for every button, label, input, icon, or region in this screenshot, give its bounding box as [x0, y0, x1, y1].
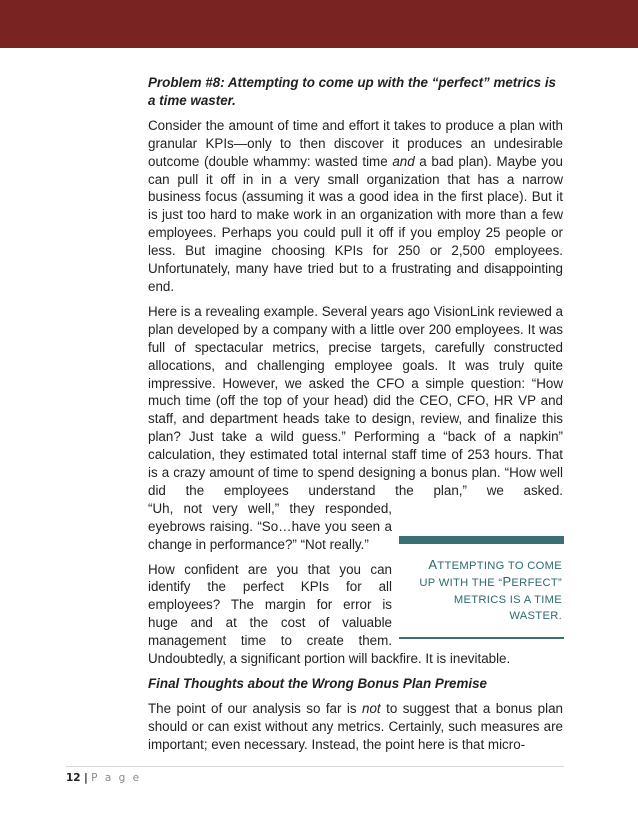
wrapped-text-block: [148, 500, 563, 668]
text-line: identify the perfect KPIs for all: [148, 579, 392, 595]
page-footer: [66, 772, 141, 784]
header-band: [0, 0, 638, 48]
paragraph-time-effort: Consider the amount of time and effort it takes to produce a plan with granular KPIs—only to then discover it produces an undesirable outcome (double whammy: wasted time and a bad plan). Maybe you can pull it off in in a very small organization that has a narrow business focus (assuming it was a good idea in the first place). But it is just too hard to make work in an organization with more than a few employees. Perhaps you could pull it off if you employ 25 people or less. But imagine choosing KPIs for 250 or 2,500 employees. Unfortunately, many have tried but to a frustrating and disappointing end.: [148, 117, 563, 294]
section-heading-final-thoughts: Final Thoughts about the Wrong Bonus Plan Premise: [148, 676, 487, 691]
page-label: P a g e: [91, 772, 142, 784]
text-line: eyebrows raising. “So…have you seen a: [148, 518, 392, 534]
text-line: How confident are you that you can: [148, 561, 392, 577]
paragraph-final-thoughts: The point of our analysis so far is not to suggest that a bonus plan should or can exist without any metrics. Certainly, such measures are important; even necessary. Instead, the point here is that micro-: [148, 700, 563, 752]
section-heading-problem-8: Problem #8: Attempting to come up with the “perfect” metrics is a time waster.: [148, 75, 556, 108]
footer-separator: |: [83, 772, 88, 784]
text-line: Undoubtedly, a significant portion will backfire. It is inevitable.: [148, 651, 511, 667]
text-line: “Uh, not very well,” they responded,: [148, 500, 392, 516]
text-line: huge and at the cost of valuable: [148, 615, 392, 631]
text-line: change in performance?” “Not really.”: [148, 536, 369, 552]
pull-quote-text: ATTEMPTING TO COME UP WITH THE “PERFECT” METRICS IS A TIME WASTER.: [419, 556, 562, 623]
page-number: 12: [66, 772, 81, 784]
page-body: [148, 74, 563, 761]
footer-divider: [66, 766, 564, 767]
pull-quote: [399, 536, 564, 639]
emphasis-not: not: [362, 700, 381, 716]
text-line: employees? The margin for error is: [148, 597, 392, 613]
paragraph-revealing-example: Here is a revealing example. Several years ago VisionLink reviewed a plan developed by a company with a little over 200 employees. It was full of spectacular metrics, precise targets, carefully constructed allocations, and challenging employee goals. It was truly quite impressive. However, we asked the CFO a simple question: “How much time (off the top of your head) did the CEO, CFO, HR VP and staff, and department heads take to design, review, and finalize this plan? Just take a wild guess.” Performing a “back of a napkin” calculation, they estimated total internal staff time of 253 hours. That is a crazy amount of time to spend designing a bonus plan. “How well did the employees understand the plan,” we asked.: [148, 303, 563, 498]
text-line: management time to create them.: [148, 633, 392, 649]
